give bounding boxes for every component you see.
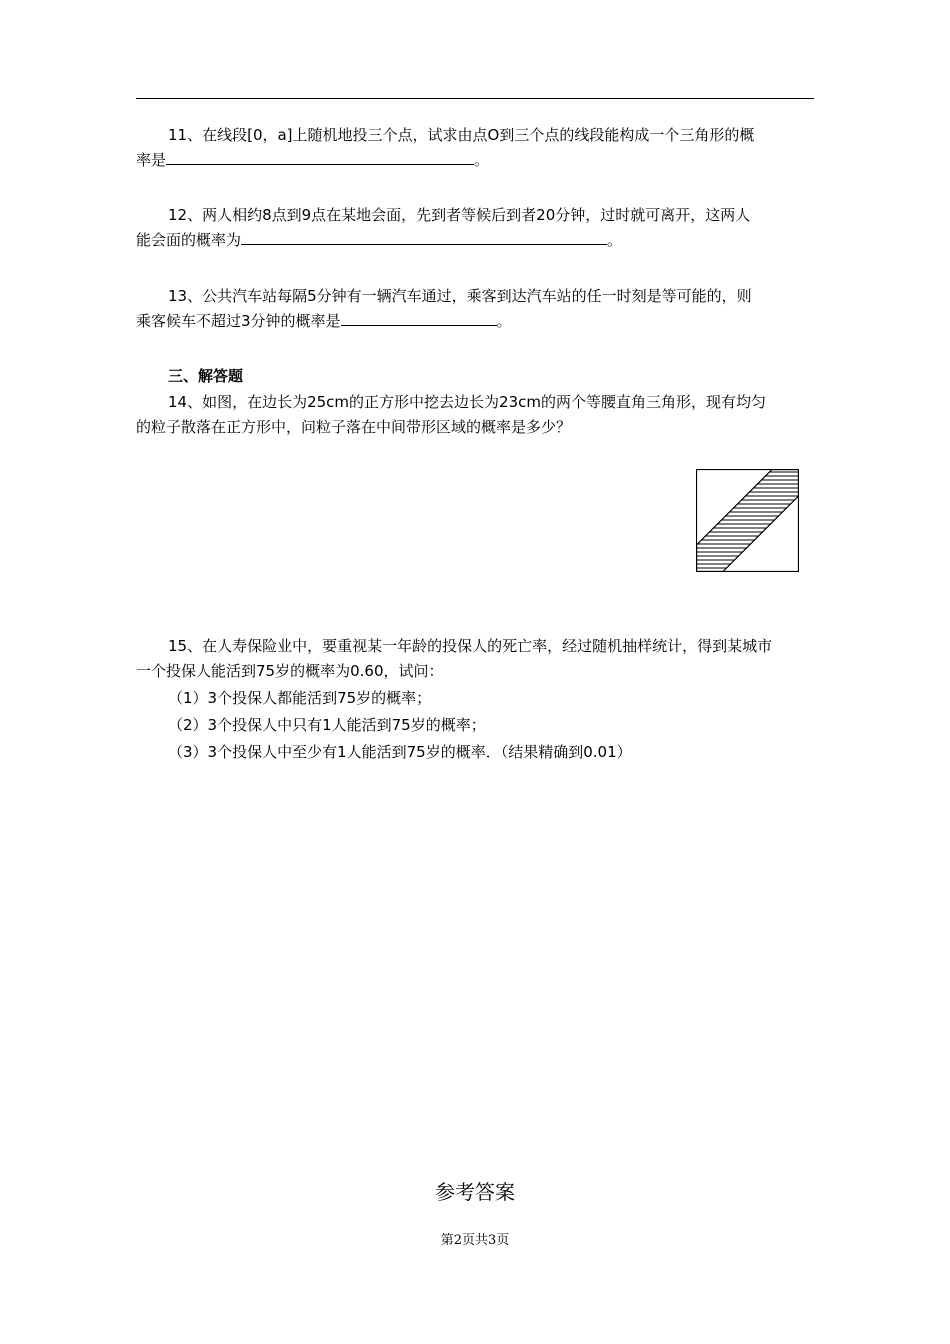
page-footer: 第2页共3页 [440,1233,510,1248]
square-band-figure [696,469,799,572]
header-rule [136,98,814,99]
question-12-line2: 能会面的概率为 。 [136,228,814,253]
question-15-part-2: （2）3个投保人中只有1人能活到75岁的概率； [168,716,486,734]
question-15-line1: 15、在人寿保险业中，要重视某一年龄的投保人的死亡率，经过随机抽样统计，得到某城市 [168,637,773,655]
question-15-line2: 一个投保人能活到75岁的概率为0.60，试问： [136,662,444,680]
question-12 [136,203,814,253]
answer-blank-11[interactable] [166,148,474,165]
question-15-part-3: （3）3个投保人中至少有1人能活到75岁的概率．（结果精确到0.01） [168,743,632,761]
question-11 [136,123,814,173]
section-heading: 三、解答题 [168,367,244,385]
question-12-line1: 12、两人相约8点到9点在某地会面，先到者等候后到者20分钟，过时就可离开，这两人 [168,206,751,224]
answers-title: 参考答案 [435,1180,515,1204]
question-13 [136,284,814,334]
question-11-line2: 率是 。 [136,148,814,173]
question-15-part-1: （1）3个投保人都能活到75岁的概率； [168,689,432,707]
question-13-line2: 乘客候车不超过3分钟的概率是 。 [136,309,814,334]
question-11-line1: 11、在线段[0，a]上随机地投三个点，试求由点O到三个点的线段能构成一个三角形的概 [168,126,755,144]
question-14-line2: 的粒子散落在正方形中，问粒子落在中间带形区域的概率是多少？ [136,418,572,436]
question-15 [136,634,814,684]
question-13-line1: 13、公共汽车站每隔5分钟有一辆汽车通过，乘客到达汽车站的任一时刻是等可能的，则 [168,287,752,305]
answer-blank-12[interactable] [241,228,607,245]
question-14 [136,390,814,440]
answer-blank-13[interactable] [341,309,497,326]
question-14-line1: 14、如图，在边长为25cm的正方形中挖去边长为23cm的两个等腰直角三角形，现有均匀 [168,393,766,411]
